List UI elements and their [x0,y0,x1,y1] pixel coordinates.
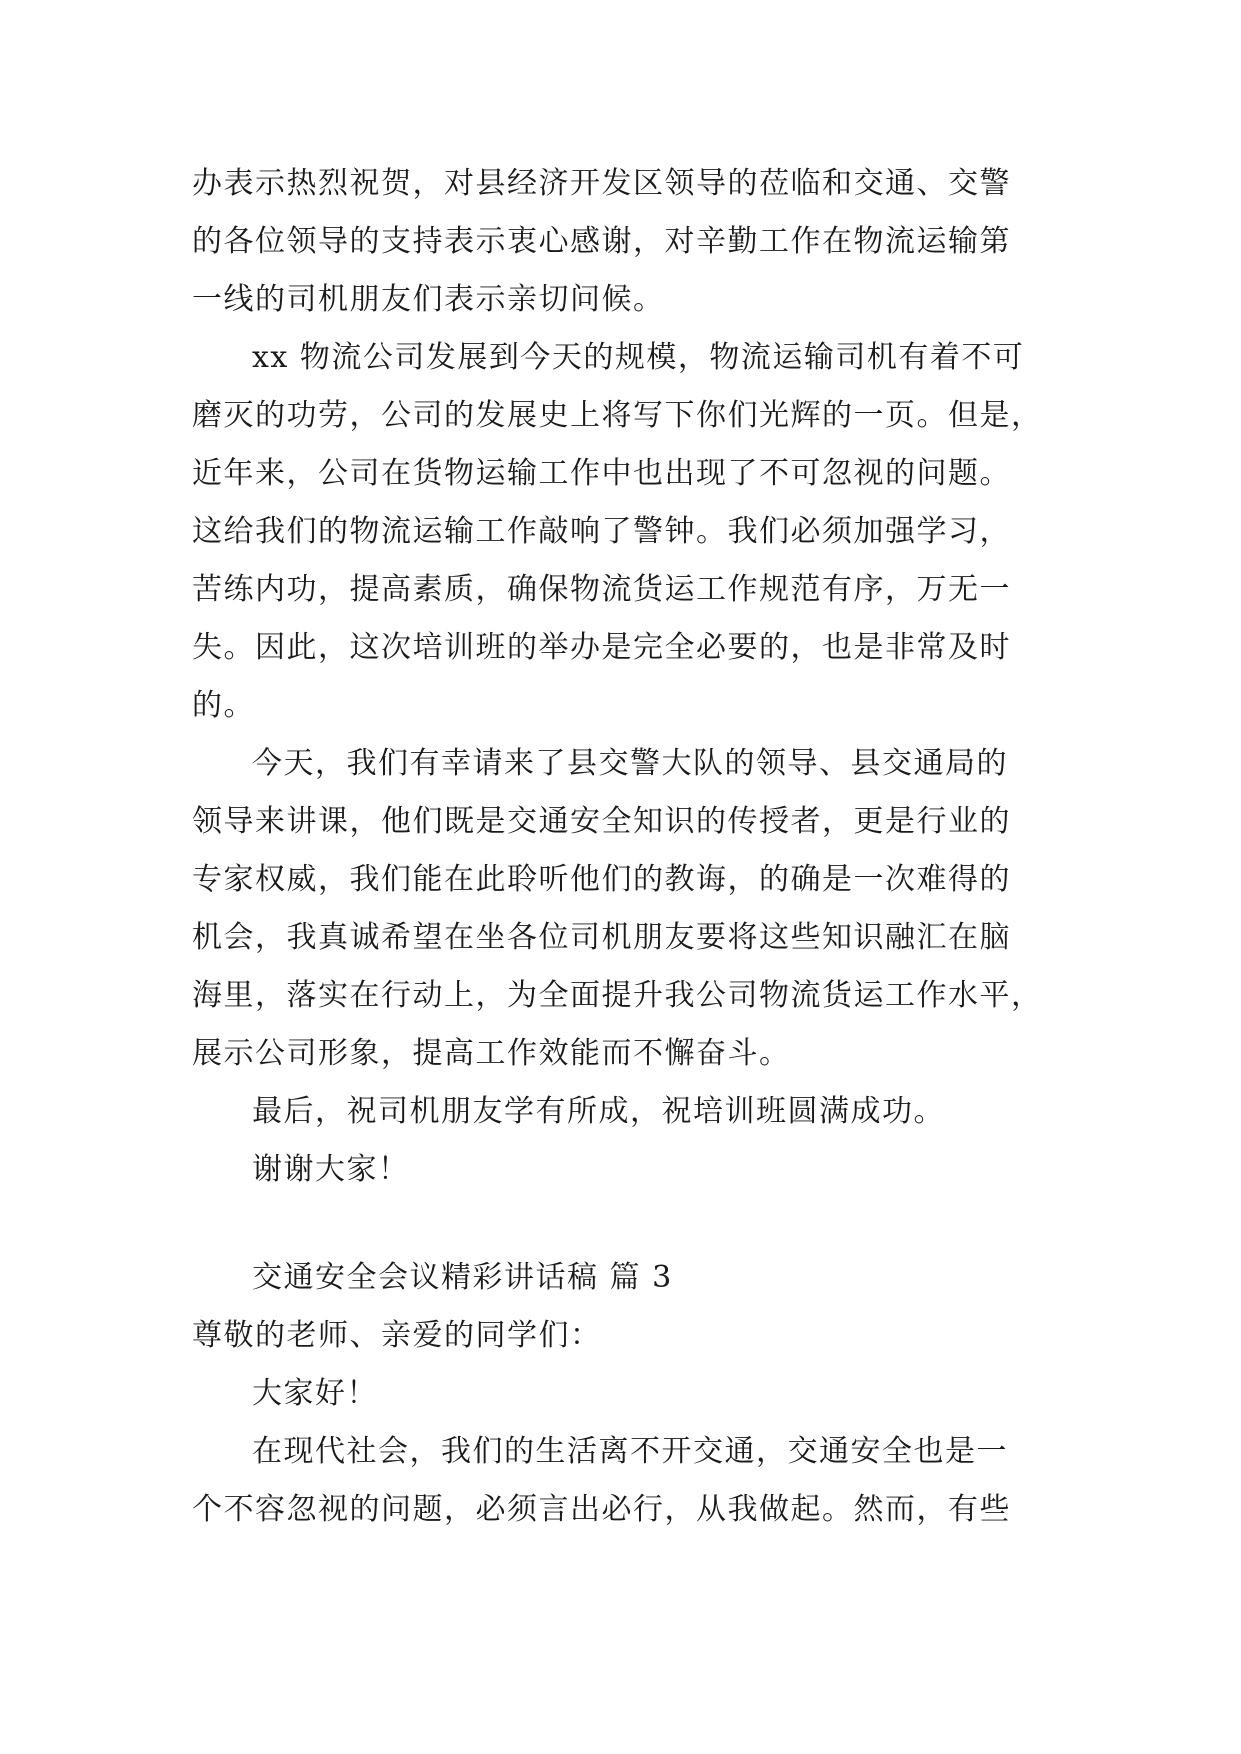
text-line: 办表示热烈祝贺，对县经济开发区领导的莅临和交通、交警 [192,166,1011,201]
text-line: 今天，我们有幸请来了县交警大队的领导、县交通局的 [252,746,1008,781]
section-title: 交通安全会议精彩讲话稿 篇 3 [252,1260,673,1295]
text-line: 专家权威，我们能在此聆听他们的教诲，的确是一次难得的 [192,862,1011,897]
document-body [192,155,1062,1539]
text-line: 失。因此，这次培训班的举办是完全必要的，也是非常及时 [192,630,1011,665]
paragraph-2 [192,329,1062,735]
text-line: 海里，落实在行动上，为全面提升我公司物流货运工作水平， [192,978,1043,1013]
salutation: 尊敬的老师、亲爱的同学们： [192,1318,602,1353]
thanks-line: 谢谢大家！ [252,1152,410,1187]
paragraph-3 [192,735,1062,1083]
text-line: 机会，我真诚希望在坐各位司机朋友要将这些知识融汇在脑 [192,920,1011,955]
closing-wish: 最后，祝司机朋友学有所成，祝培训班圆满成功。 [252,1094,945,1129]
text-line: 近年来，公司在货物运输工作中也出现了不可忽视的问题。 [192,456,1011,491]
text-line: 领导来讲课，他们既是交通安全知识的传授者，更是行业的 [192,804,1011,839]
greeting: 大家好！ [252,1376,378,1411]
text-line: 磨灭的功劳，公司的发展史上将写下你们光辉的一页。但是， [192,398,1043,433]
text-line: 展示公司形象，提高工作效能而不懈奋斗。 [192,1036,791,1071]
paragraph-1 [192,155,1062,329]
text-line: 的各位领导的支持表示衷心感谢，对辛勤工作在物流运输第 [192,224,1011,259]
text-line: 这给我们的物流运输工作敲响了警钟。我们必须加强学习， [192,514,1011,549]
text-line: 一线的司机朋友们表示亲切问候。 [192,282,665,317]
text-line: 苦练内功，提高素质，确保物流货运工作规范有序，万无一 [192,572,1011,607]
text-line: 在现代社会，我们的生活离不开交通，交通安全也是一 [252,1434,1008,1469]
text-line: xx 物流公司发展到今天的规模，物流运输司机有着不可 [252,340,1025,375]
spacer [192,1199,1062,1249]
text-line: 个不容忽视的问题，必须言出必行，从我做起。然而，有些 [192,1492,1011,1527]
paragraph-6 [192,1423,1062,1539]
text-line: 的。 [192,688,255,723]
